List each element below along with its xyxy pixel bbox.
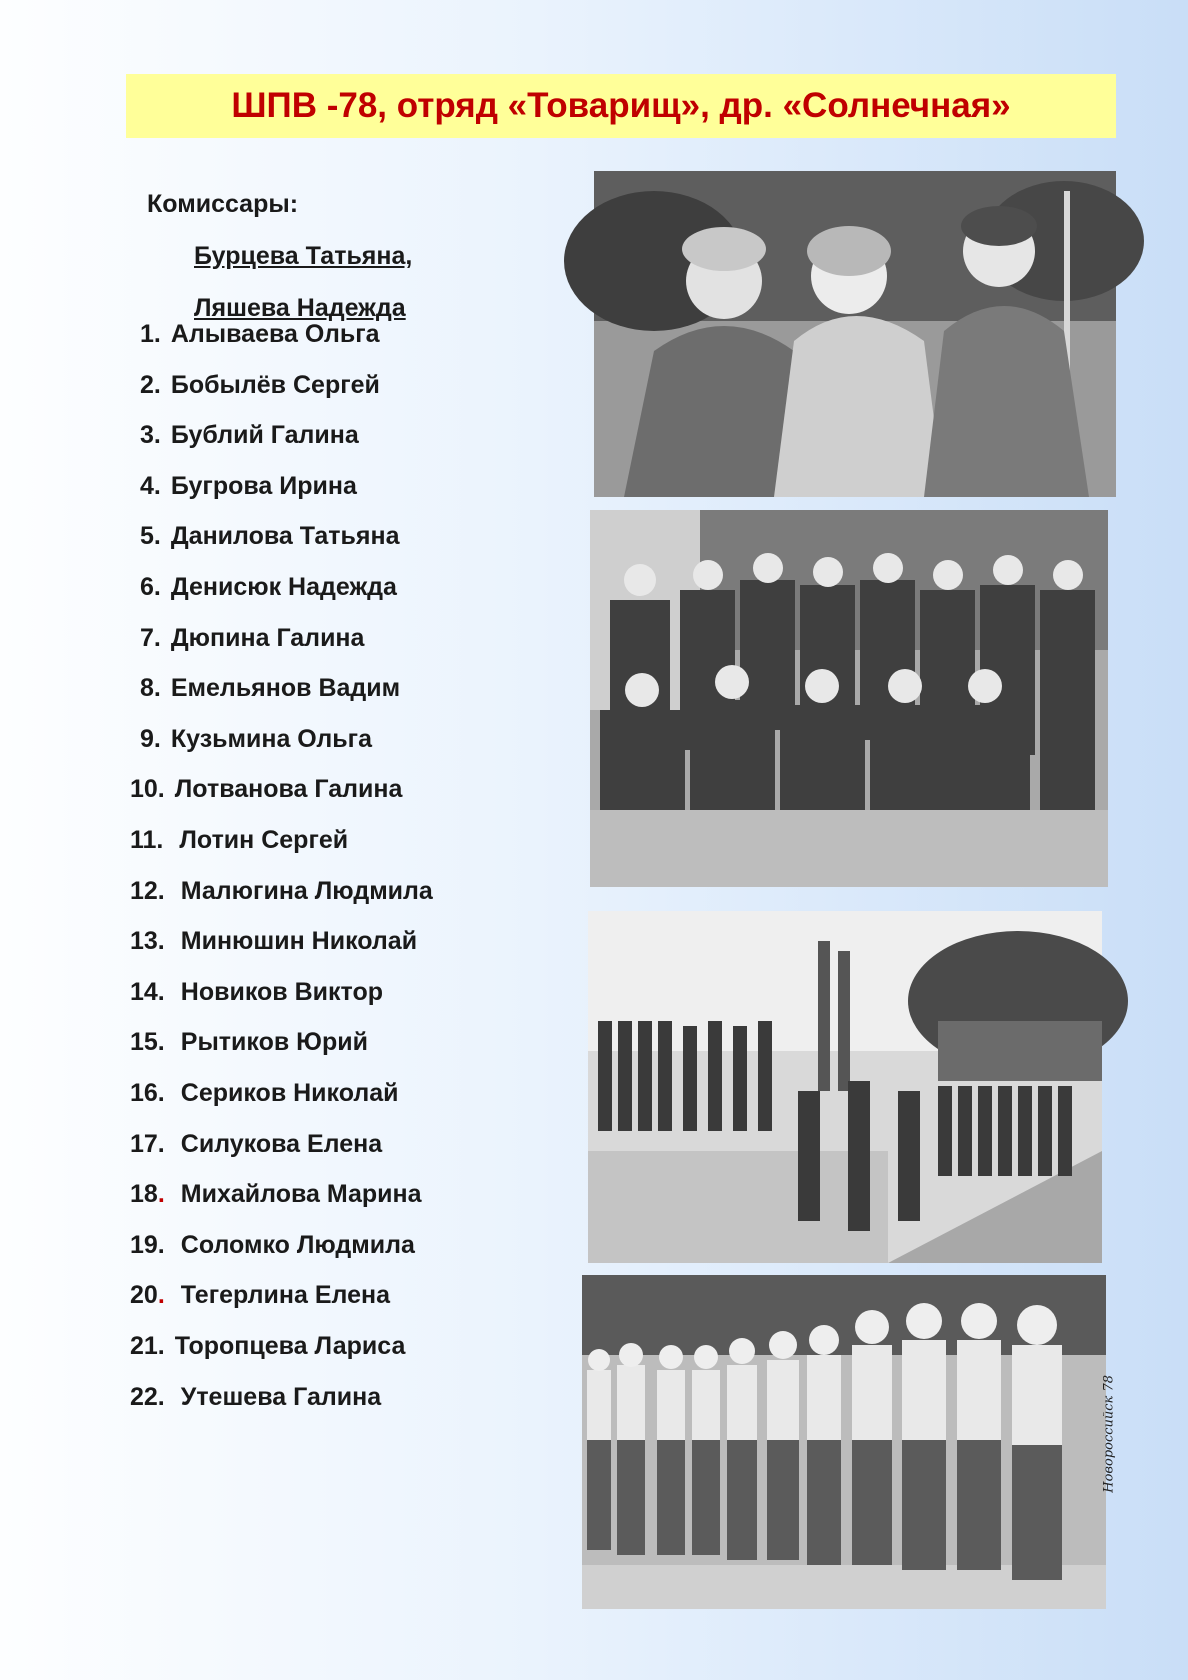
list-item (130, 978, 383, 1007)
list-item (130, 1180, 422, 1209)
list-item-name: Бугрова Ирина (170, 471, 357, 500)
list-item (140, 320, 380, 349)
photo-three-people (594, 171, 1116, 497)
list-item-name: Минюшин Николай (180, 927, 418, 956)
list-item (130, 1231, 415, 1260)
photo-parade (588, 911, 1102, 1263)
list-item (130, 1281, 390, 1310)
list-item (130, 1130, 382, 1159)
list-item-name: Сериков Николай (180, 1079, 399, 1107)
commissars-label: Комиссары: (147, 190, 299, 218)
list-item-name: Лотванова Галина (174, 775, 403, 804)
list-item (130, 1332, 405, 1361)
list-item-number: 9. (140, 724, 161, 753)
list-item (130, 1079, 399, 1108)
list-item-number: 21. (130, 1332, 165, 1360)
list-item-number: 7. (140, 623, 161, 652)
list-item-number: 22. (130, 1382, 165, 1411)
list-item-name: Алываева Ольга (170, 320, 380, 348)
red-dot: . (157, 1281, 165, 1310)
list-item-number: 13. (130, 927, 165, 956)
list-item-name: Соломко Людмила (180, 1230, 415, 1259)
list-item-number: 3. (140, 421, 161, 450)
list-item-name: Рытиков Юрий (180, 1028, 368, 1057)
list-item-name: Лотин Сергей (179, 826, 349, 854)
list-item-number: 15. (130, 1028, 165, 1057)
list-item-name: Дюпина Галина (170, 623, 365, 652)
list-item-number: 2. (140, 370, 161, 399)
list-item-name: Бублий Галина (170, 421, 359, 450)
list-item-name: Силукова Елена (180, 1129, 383, 1158)
list-item-name: Денисюк Надежда (170, 573, 397, 601)
list-item-number: 6. (140, 573, 161, 601)
list-item-number: 17. (130, 1129, 165, 1158)
list-item-number: 14. (130, 977, 165, 1006)
photo-group (590, 510, 1108, 887)
photo-line-up (582, 1275, 1117, 1609)
list-item (130, 877, 433, 906)
list-item (140, 573, 397, 602)
red-dot: . (157, 1180, 165, 1209)
list-item-name: Михайлова Марина (180, 1180, 422, 1209)
list-item (140, 472, 357, 501)
list-item-name: Малюгина Людмила (180, 876, 433, 905)
commissar-1: Бурцева Татьяна, (194, 242, 413, 270)
list-item-name: Емельянов Вадим (170, 674, 401, 703)
list-item-name: Бобылёв Сергей (170, 370, 380, 399)
list-item-name: Тегерлина Елена (180, 1281, 390, 1310)
title-banner (126, 74, 1116, 138)
list-item-name: Утешева Галина (180, 1382, 382, 1411)
list-item (140, 725, 372, 754)
list-item (130, 1028, 368, 1057)
list-item-name: Данилова Татьяна (170, 522, 400, 551)
list-item (140, 674, 400, 703)
list-item-number: 19. (130, 1230, 165, 1259)
list-item-number: 18 (130, 1180, 158, 1209)
list-item (130, 775, 402, 804)
list-item-name: Новиков Виктор (180, 977, 383, 1006)
list-item-number: 4. (140, 471, 161, 500)
list-item-number: 10. (130, 775, 165, 804)
list-item-number: 5. (140, 522, 161, 551)
commissar-2: Ляшева Надежда (194, 294, 406, 322)
list-item (130, 826, 348, 855)
list-item (140, 421, 359, 450)
list-item (130, 927, 417, 956)
list-item (140, 522, 400, 551)
list-item-name: Кузьмина Ольга (170, 724, 372, 753)
list-item (140, 624, 364, 653)
photo-caption: Новороссийск 78 (1102, 1375, 1117, 1493)
list-item (140, 371, 380, 400)
list-item-number: 12. (130, 876, 165, 905)
page-title: ШПВ -78, отряд «Товарищ», др. «Солнечная» (231, 86, 1011, 125)
list-item-name: Торопцева Лариса (174, 1332, 406, 1360)
list-item-number: 8. (140, 674, 161, 703)
list-item (130, 1383, 381, 1412)
list-item-number: 1. (140, 320, 161, 348)
list-item-number: 16. (130, 1079, 165, 1107)
list-item-number: 20 (130, 1281, 158, 1310)
list-item-number: 11. (130, 826, 164, 854)
